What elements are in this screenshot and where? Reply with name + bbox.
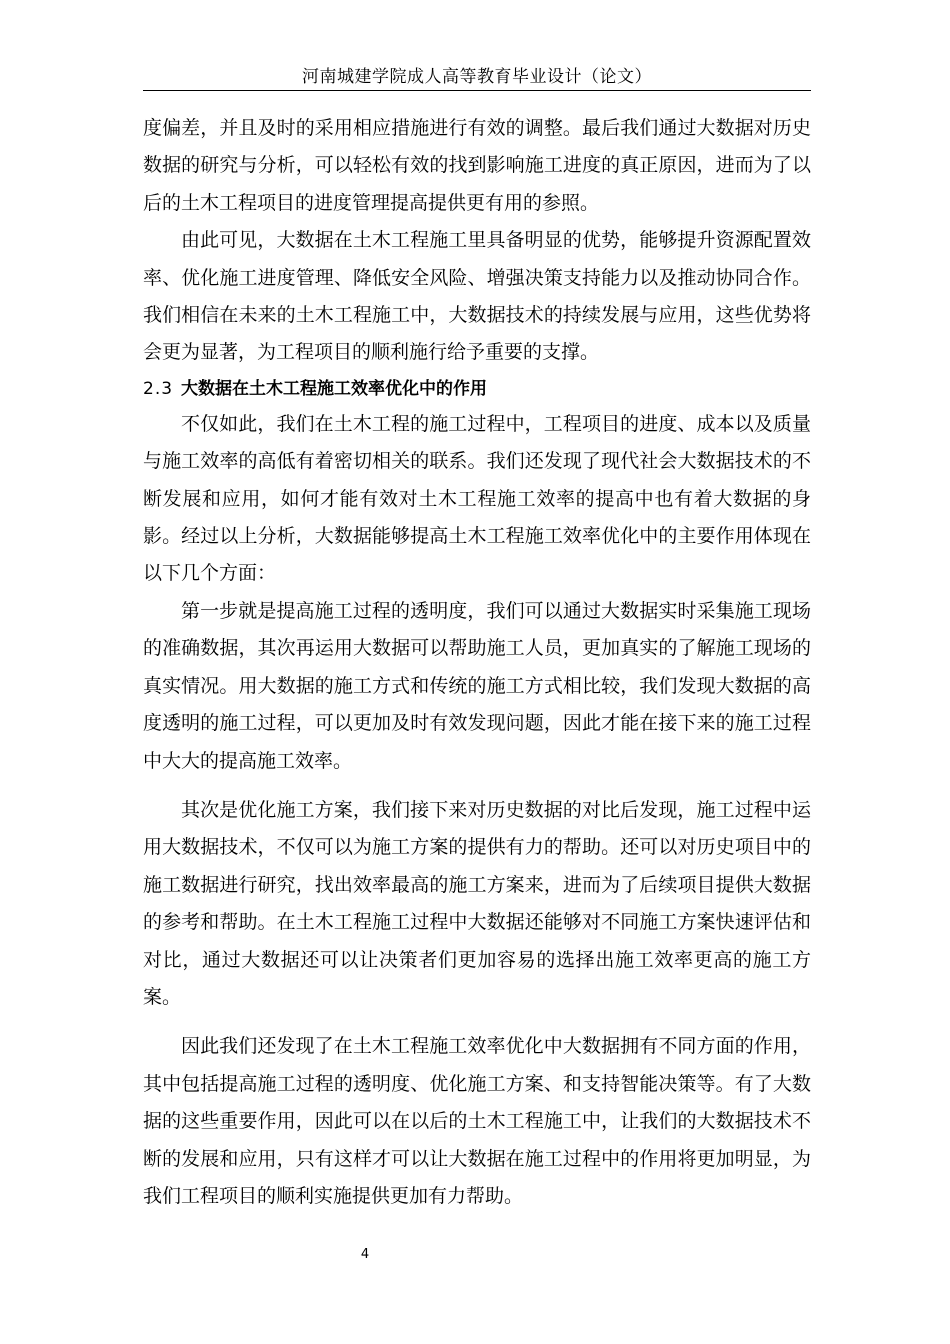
- section-number: 2.3: [143, 378, 174, 399]
- header-rule: [143, 90, 811, 91]
- paragraph: 不仅如此，我们在土木工程的施工过程中，工程项目的进度、成本以及质量与施工效率的高低有着密切相关的联系。我们还发现了现代社会大数据技术的不断发展和应用，如何才能有效对土木工程施工效率的提高中也有着大数据的身影。经过以上分析，大数据能够提高土木工程施工效率优化中的主要作用体现在以下几个方面：: [143, 412, 811, 585]
- paragraph-continued: 度偏差，并且及时的采用相应措施进行有效的调整。最后我们通过大数据对历史数据的研究与分析，可以轻松有效的找到影响施工进度的真正原因，进而为了以后的土木工程项目的进度管理提高提供更有用的参照。: [143, 117, 811, 214]
- section-title: 大数据在土木工程施工效率优化中的作用: [181, 378, 487, 399]
- paragraph: 其次是优化施工方案，我们接下来对历史数据的对比后发现，施工过程中运用大数据技术，不仅可以为施工方案的提供有力的帮助。还可以对历史项目中的施工数据进行研究，找出效率最高的施工方案来，进而为了后续项目提供大数据的参考和帮助。在土木工程施工过程中大数据还能够对不同施工方案快速评估和对比，通过大数据还可以让决策者们更加容易的选择出施工效率更高的施工方案。: [143, 798, 811, 1008]
- paragraph: 因此我们还发现了在土木工程施工效率优化中大数据拥有不同方面的作用，其中包括提高施工过程的透明度、优化施工方案、和支持智能决策等。有了大数据的这些重要作用，因此可以在以后的土木工程施工中，让我们的大数据技术不断的发展和应用，只有这样才可以让大数据在施工过程中的作用将更加明显，为我们工程项目的顺利实施提供更加有力帮助。: [143, 1035, 811, 1207]
- paragraph-gap: [143, 1016, 811, 1028]
- document-body: [143, 110, 811, 1215]
- section-heading: [143, 372, 811, 406]
- paragraph: 第一步就是提高施工过程的透明度，我们可以通过大数据实时采集施工现场的准确数据，其次再运用大数据可以帮助施工人员，更加真实的了解施工现场的真实情况。用大数据的施工方式和传统的施工方式相比较，我们发现大数据的高度透明的施工过程，可以更加及时有效发现问题，因此才能在接下来的施工过程中大大的提高施工效率。: [143, 599, 811, 772]
- page-number: 4: [360, 1247, 370, 1262]
- page-header: 河南城建学院成人高等教育毕业设计（论文）: [302, 67, 652, 87]
- paragraph-gap: [143, 780, 811, 792]
- paragraph: 由此可见，大数据在土木工程施工里具备明显的优势，能够提升资源配置效率、优化施工进度管理、降低安全风险、增强决策支持能力以及推动协同合作。我们相信在未来的土木工程施工中，大数据技术的持续发展与应用，这些优势将会更为显著，为工程项目的顺利施行给予重要的支撑。: [143, 229, 811, 364]
